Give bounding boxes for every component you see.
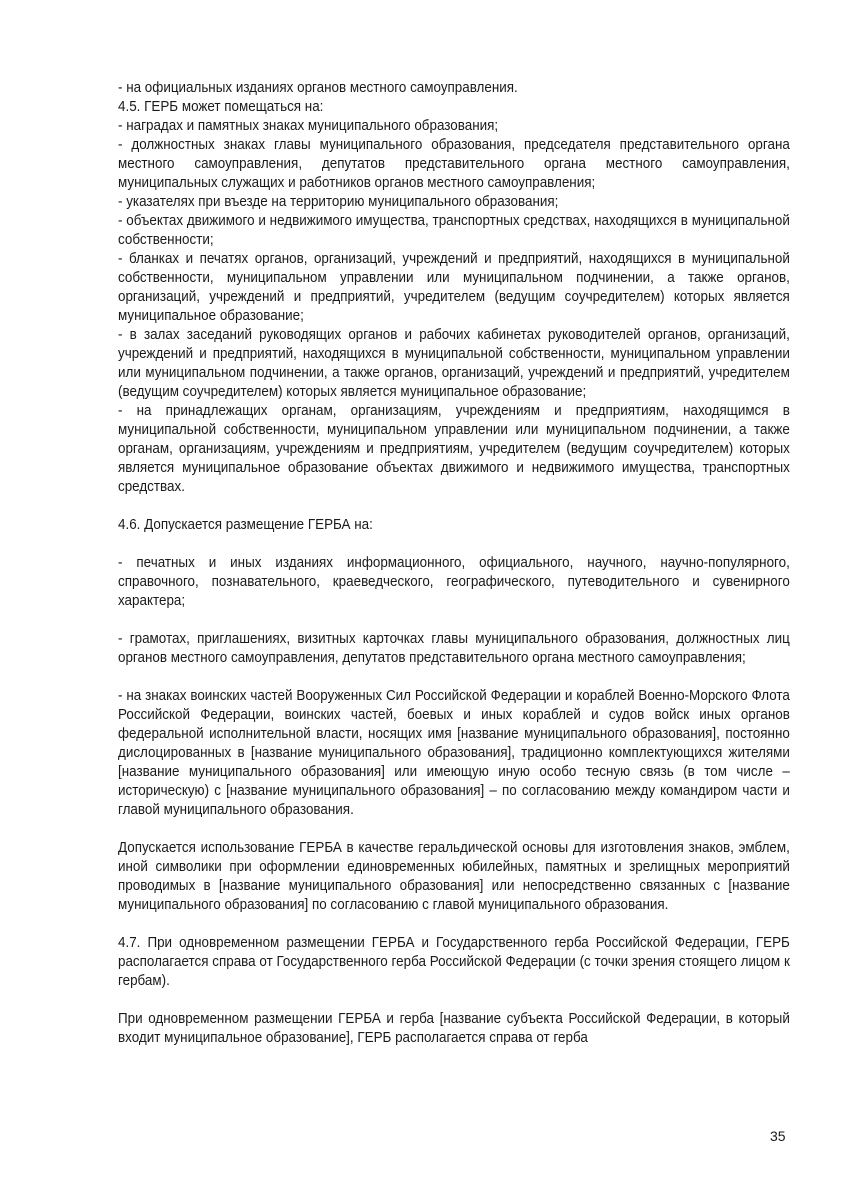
section-heading-4-7: 4.7. При одновременном размещении ГЕРБА и Государственного герба Российской Федерации, ГЕРБ располагается справа от Государственного герба Российской Федерации (с точки зрения стоящего лицом к гербам). (118, 934, 790, 989)
paragraph-gap (118, 610, 790, 629)
list-item-military-insignia: - на знаках воинских частей Вооруженных Сил Российской Федерации и кораблей Военно-Морского Флота Российской Федерации, воинских частей, боевых и иных кораблей и судов войск иных органов федеральной исполнительной власти, носящих имя [название муниципального образования], постоянно дислоцированных в [название муниципального образования], традиционно комплектующихся жителями [название муниципального образования] или имеющую иную особо тесную связь (в том числе – историческую) с [название муниципального образования] – по согласованию между командиром части и главой муниципального образования. (118, 687, 790, 818)
list-item-certificates-invitations: - грамотах, приглашениях, визитных карточках главы муниципального образования, должностных лиц органов местного самоуправления, депутатов представительного органа местного самоуправления; (118, 630, 790, 666)
list-item-official-insignia: - должностных знаках главы муниципального образования, председателя представительного органа местного самоуправления, депутатов представительного органа местного самоуправления, муниципальных служащих и работников органов местного самоуправления; (118, 136, 790, 191)
section-heading-4-6: 4.6. Допускается размещение ГЕРБА на: (118, 516, 373, 533)
paragraph-gap (118, 534, 790, 553)
paragraph-gap (118, 819, 790, 838)
list-item-letterheads-seals: - бланках и печатях органов, организаций, учреждений и предприятий, находящихся в муниципальной собственности, муниципальном управлении или муниципальном подчинении, а также органов, организаций, учреждений и предприятий, учредителем (ведущим соучредителем) которых является муниципальное образование; (118, 250, 790, 324)
list-item-entry-signs: - указателях при въезде на территорию муниципального образования; (118, 193, 559, 210)
list-item-property-vehicles: - объектах движимого и недвижимого имущества, транспортных средствах, находящихся в муниципальной собственности; (118, 212, 790, 248)
list-item-owned-objects: - на принадлежащих органам, организациям, учреждениям и предприятиям, находящимся в муниципальной собственности, муниципальном управлении или муниципальном подчинении, а также органам, организациям, учреждениям и предприятиям, учредителем (ведущим соучредителем) которых является муниципальное образование объектах движимого и недвижимого имущества, транспортных средствах. (118, 402, 790, 495)
list-item-printed-publications: - печатных и иных изданиях информационного, официального, научного, научно-популярного, справочного, познавательного, краеведческого, географического, путеводительного и сувенирного характера; (118, 554, 790, 609)
paragraph-heraldic-basis: Допускается использование ГЕРБА в качестве геральдической основы для изготовления знаков, эмблем, иной символики при оформлении единовременных юбилейных, памятных и зрелищных мероприятий проводимых в [название муниципального образования] или непосредственно связанных с [название муниципального образования] по согласованию с главой муниципального образования. (118, 839, 790, 913)
paragraph-gap (118, 496, 790, 515)
list-item-official-publications: - на официальных изданиях органов местного самоуправления. (118, 79, 518, 96)
paragraph-gap (118, 990, 790, 1009)
page-number: 35 (770, 1128, 786, 1144)
paragraph-gap (118, 667, 790, 686)
list-item-awards: - наградах и памятных знаках муниципального образования; (118, 117, 499, 134)
document-page (118, 78, 790, 1047)
list-item-meeting-halls: - в залах заседаний руководящих органов и рабочих кабинетах руководителей органов, организаций, учреждений и предприятий, находящихся в муниципальной собственности, муниципальном управлении или муниципальном подчинении, а также органов, организаций, учреждений и предприятий, учредителем (ведущим соучредителем) которых является муниципальное образование; (118, 326, 790, 400)
paragraph-subject-coat-of-arms: При одновременном размещении ГЕРБА и герба [название субъекта Российской Федерации, в который входит муниципальное образование], ГЕРБ располагается справа от герба (118, 1010, 790, 1046)
paragraph-gap (118, 914, 790, 933)
section-heading-4-5: 4.5. ГЕРБ может помещаться на: (118, 98, 324, 115)
